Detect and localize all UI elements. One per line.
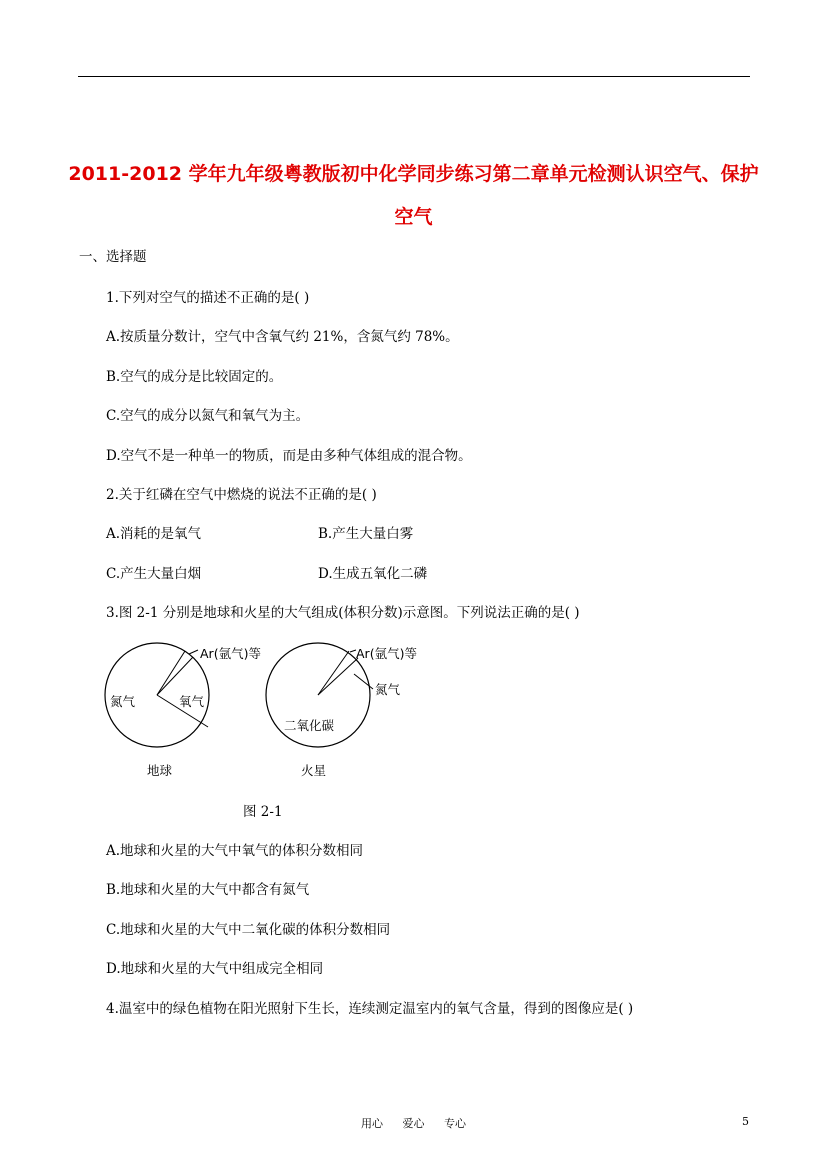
section-heading: 一、选择题 <box>79 249 147 265</box>
q4-stem: 4.温室中的绿色植物在阳光照射下生长，连续测定温室内的氧气含量，得到的图像应是( ) <box>106 1001 634 1017</box>
earth-oxygen-label: 氧气 <box>179 694 205 709</box>
q1-option-d: D.空气不是一种单一的物质，而是由多种气体组成的混合物。 <box>106 448 472 464</box>
footer-item: 专心 <box>444 1117 466 1130</box>
q1-option-b: B.空气的成分是比较固定的。 <box>106 369 283 385</box>
footer-item: 爱心 <box>402 1117 425 1130</box>
doc-title-line2: 空气 <box>394 206 433 228</box>
q2-stem: 2.关于红磷在空气中燃烧的说法不正确的是( ) <box>106 487 377 503</box>
earth-label: 地球 <box>147 763 173 778</box>
page-footer <box>0 1115 827 1131</box>
mars-label: 火星 <box>301 763 327 778</box>
q1-stem: 1.下列对空气的描述不正确的是( ) <box>106 290 310 306</box>
earth-nitrogen-label: 氮气 <box>110 694 136 709</box>
mars-pie <box>266 643 417 778</box>
q1-option-c: C.空气的成分以氮气和氧气为主。 <box>106 408 310 424</box>
doc-title-line1: 2011-2012 学年九年级粤教版初中化学同步练习第二章单元检测认识空气、保护 <box>68 163 759 185</box>
q3-option-d: D.地球和火星的大气中组成完全相同 <box>106 961 324 977</box>
mars-nitrogen-label: 氮气 <box>375 682 401 697</box>
figure-caption: 图 2-1 <box>243 804 283 820</box>
q2-option-b: B.产生大量白雾 <box>318 526 414 542</box>
q2-option-a: A.消耗的是氧气 <box>106 526 202 542</box>
page-number: 5 <box>742 1115 749 1128</box>
q3-option-c: C.地球和火星的大气中二氧化碳的体积分数相同 <box>106 922 391 938</box>
mars-co2-label: 二氧化碳 <box>284 718 335 733</box>
header-rule <box>78 76 750 77</box>
earth-argon-label: Ar(氩气)等 <box>200 646 261 661</box>
atmosphere-figure <box>100 636 440 786</box>
q3-option-b: B.地球和火星的大气中都含有氮气 <box>106 882 310 898</box>
mars-argon-label: Ar(氩气)等 <box>356 646 417 661</box>
q1-option-a: A.按质量分数计，空气中含氧气约 21%，含氮气约 78%。 <box>106 329 459 345</box>
q3-stem: 3.图 2-1 分别是地球和火星的大气组成(体积分数)示意图。下列说法正确的是( ) <box>106 605 580 621</box>
q2-option-d: D.生成五氧化二磷 <box>318 566 428 582</box>
q2-option-c: C.产生大量白烟 <box>106 566 202 582</box>
earth-pie <box>105 643 261 778</box>
footer-item: 用心 <box>361 1117 383 1130</box>
q3-option-a: A.地球和火星的大气中氧气的体积分数相同 <box>106 843 364 859</box>
